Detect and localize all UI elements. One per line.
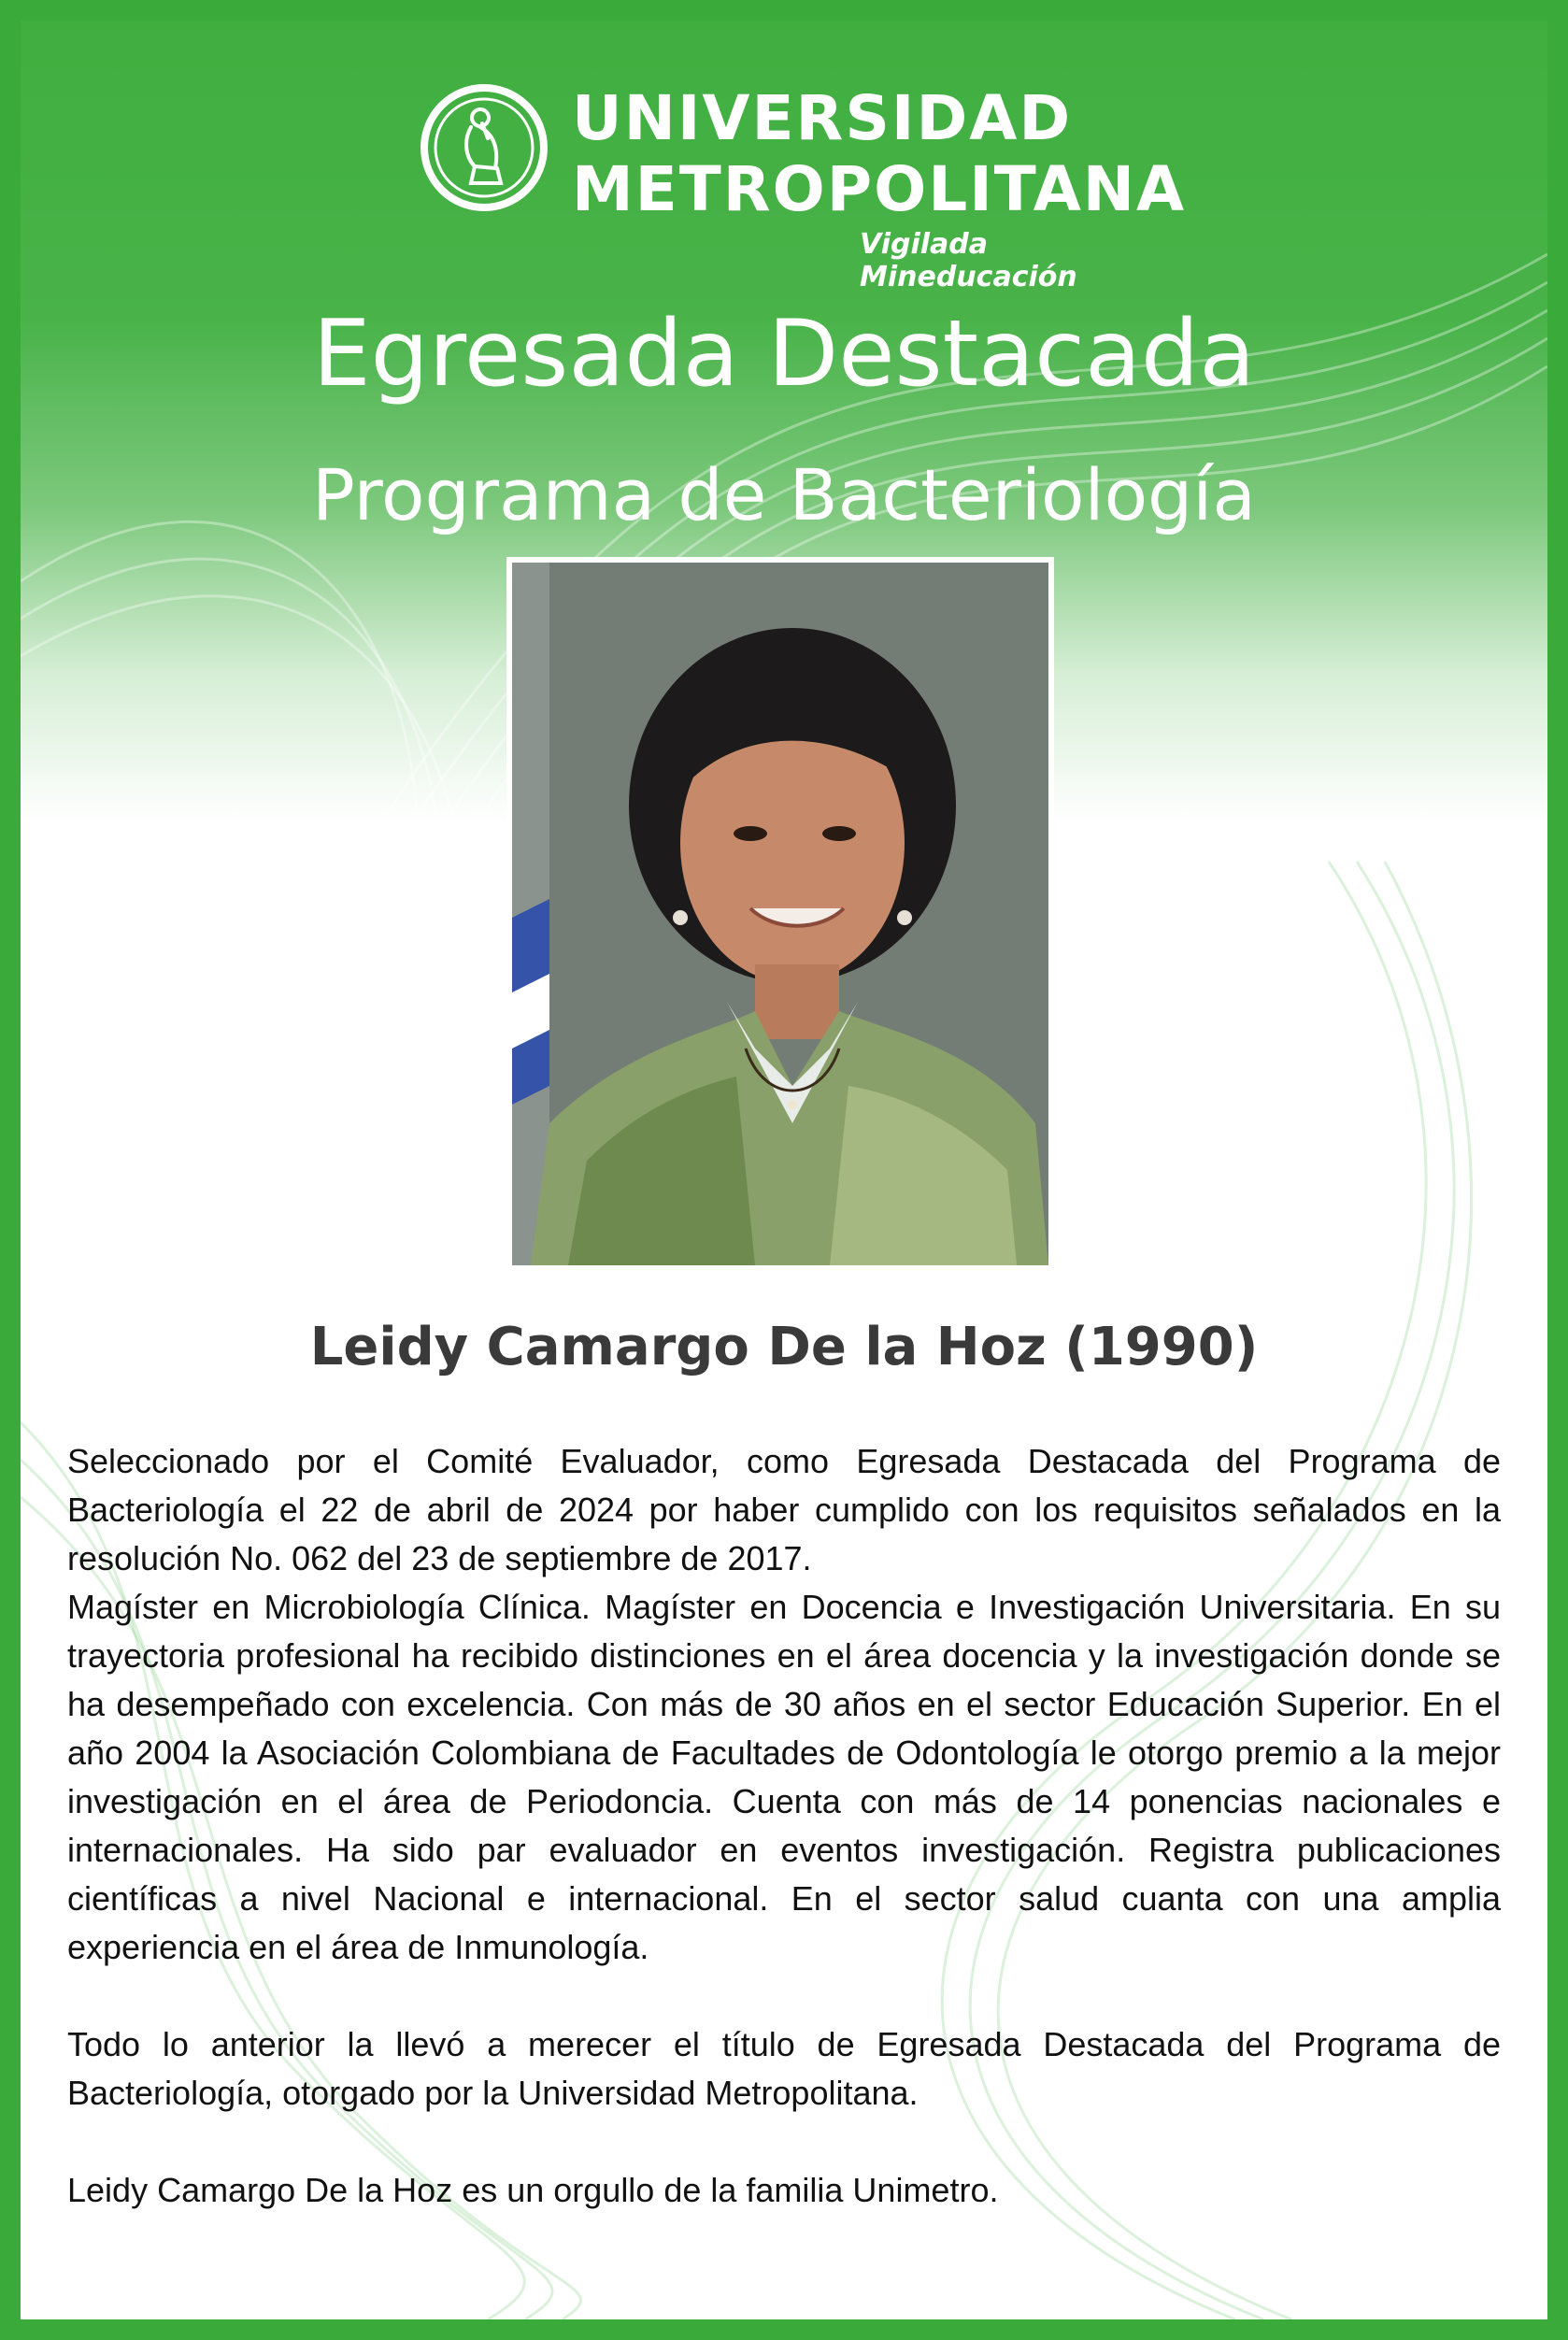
- honoree-name: Leidy Camargo De la Hoz (1990): [309, 1317, 1259, 1377]
- logo-tagline: Vigilada Mineducación: [860, 228, 1077, 293]
- logo-wordmark-line2: METROPOLITANA: [572, 153, 1187, 225]
- biography-text: [67, 1437, 1501, 2215]
- paragraph-career: Magíster en Microbiología Clínica. Magíster en Docencia e Investigación Universitaria. En su trayectoria profesional ha recibido distinciones en el área docencia y la investigación donde se ha desempeñado con excelencia. Con más de 30 años en el sector Educación Superior. En el año 2004 la Asociación Colombiana de Facultades de Odontología le otorgo premio a la mejor investigación en el área de Periodoncia. Cuenta con más de 14 ponencias nacionales e internacionales. Ha sido par evaluador en eventos investigación. Registra publicaciones científicas a nivel Nacional e internacional. En el sector salud cuanta con una amplia experiencia en el área de Inmunología.: [67, 1588, 1501, 1966]
- portrait-illustration: [512, 563, 1048, 1265]
- paragraph-pride: Leidy Camargo De la Hoz es un orgullo de la familia Unimetro.: [67, 2171, 999, 2209]
- logo-wordmark-line1: UNIVERSIDAD: [572, 82, 1073, 154]
- portrait-photo: [506, 557, 1054, 1271]
- page-title: Egresada Destacada: [312, 301, 1256, 407]
- paragraph-spacer: [67, 1972, 1501, 2020]
- university-logo: [404, 67, 1207, 293]
- paragraph-merit: Todo lo anterior la llevó a merecer el título de Egresada Destacada del Programa de Bacteriología, otorgado por la Universidad Metropolitana.: [67, 2025, 1501, 2112]
- paragraph-selection: Seleccionado por el Comité Evaluador, como Egresada Destacada del Programa de Bacteriología el 22 de abril de 2024 por haber cumplido con los requisitos señalados en la resolución No. 062 del 23 de septiembre de 2017.: [67, 1442, 1501, 1577]
- page-subtitle: Programa de Bacteriología: [311, 453, 1256, 536]
- thinker-statue-icon: [419, 82, 549, 213]
- paragraph-spacer: [67, 2118, 1501, 2166]
